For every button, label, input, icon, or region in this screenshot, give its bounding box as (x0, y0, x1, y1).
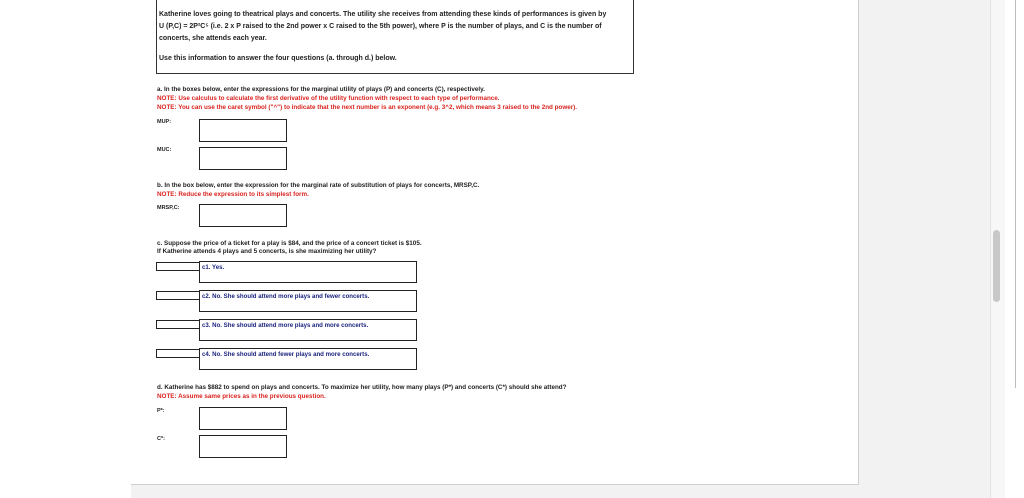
part-a-note-1: NOTE: Use calculus to calculate the first derivative of the utility function with respect to each type of performance. (157, 95, 500, 102)
p-star-label: P*: (157, 408, 165, 414)
muc-label: MUC: (157, 147, 172, 153)
option-c3[interactable] (199, 319, 417, 341)
p-star-input[interactable] (199, 407, 287, 430)
c-star-label: C*: (157, 436, 165, 442)
option-c3-label: c3. No. She should attend more plays and more concerts. (202, 322, 369, 329)
window-edge-divider (1015, 0, 1016, 388)
part-c-question-2: If Katherine attends 4 plays and 5 concerts, is she maximizing her utility? (157, 248, 377, 255)
intro-line-2: U (P,C) = 2P²C⁵ (i.e. 2 x P raised to the 2nd power x C raised to the 5th power), where P is the number of plays, and C is the number of (159, 23, 602, 30)
muc-input[interactable] (199, 147, 287, 170)
option-c1-selector[interactable] (156, 262, 202, 271)
option-c2-selector[interactable] (156, 291, 202, 300)
part-b-note: NOTE: Reduce the expression to its simplest form. (157, 191, 309, 198)
option-c2-label: c2. No. She should attend more plays and fewer concerts. (202, 293, 370, 300)
intro-instruction: Use this information to answer the four questions (a. through d.) below. (159, 55, 397, 62)
mrs-label: MRSP,C: (157, 205, 180, 211)
part-d-question: d. Katherine has $882 to spend on plays and concerts. To maximize her utility, how many plays (P*) and concerts (C*) should she attend? (157, 384, 567, 391)
part-d-note: NOTE: Assume same prices as in the previous question. (157, 393, 326, 400)
part-c-question-1: c. Suppose the price of a ticket for a play is $84, and the price of a concert ticket is $105. (157, 240, 422, 247)
option-c2[interactable] (199, 290, 417, 312)
mup-label: MUP: (157, 119, 172, 125)
scrollbar-thumb[interactable] (993, 230, 1000, 302)
problem-intro-box (156, 0, 634, 74)
c-star-input[interactable] (199, 435, 287, 458)
option-c3-selector[interactable] (156, 320, 202, 329)
intro-line-3: concerts, she attends each year. (159, 35, 267, 42)
option-c4[interactable] (199, 348, 417, 370)
intro-line-1: Katherine loves going to theatrical plays and concerts. The utility she receives from attending these kinds of performances is given by (159, 11, 607, 18)
bottom-strip (131, 485, 859, 498)
option-c1-label: c1. Yes. (202, 264, 225, 271)
right-margin (859, 0, 990, 498)
part-a-note-2: NOTE: You can use the caret symbol ("^") to indicate that the next number is an exponent (e.g. 3^2, which means 3 raised to the 2nd power). (157, 104, 578, 111)
mrs-input[interactable] (199, 204, 287, 227)
option-c1[interactable] (199, 261, 417, 283)
part-a-question: a. In the boxes below, enter the expressions for the marginal utility of plays (P) and concerts (C), respectively. (157, 86, 485, 93)
left-margin (0, 0, 132, 498)
option-c4-label: c4. No. She should attend fewer plays and more concerts. (202, 351, 370, 358)
part-b-question: b. In the box below, enter the expression for the marginal rate of substitution of plays for concerts, MRSP,C. (157, 182, 480, 189)
option-c4-selector[interactable] (156, 349, 202, 358)
mup-input[interactable] (199, 119, 287, 142)
